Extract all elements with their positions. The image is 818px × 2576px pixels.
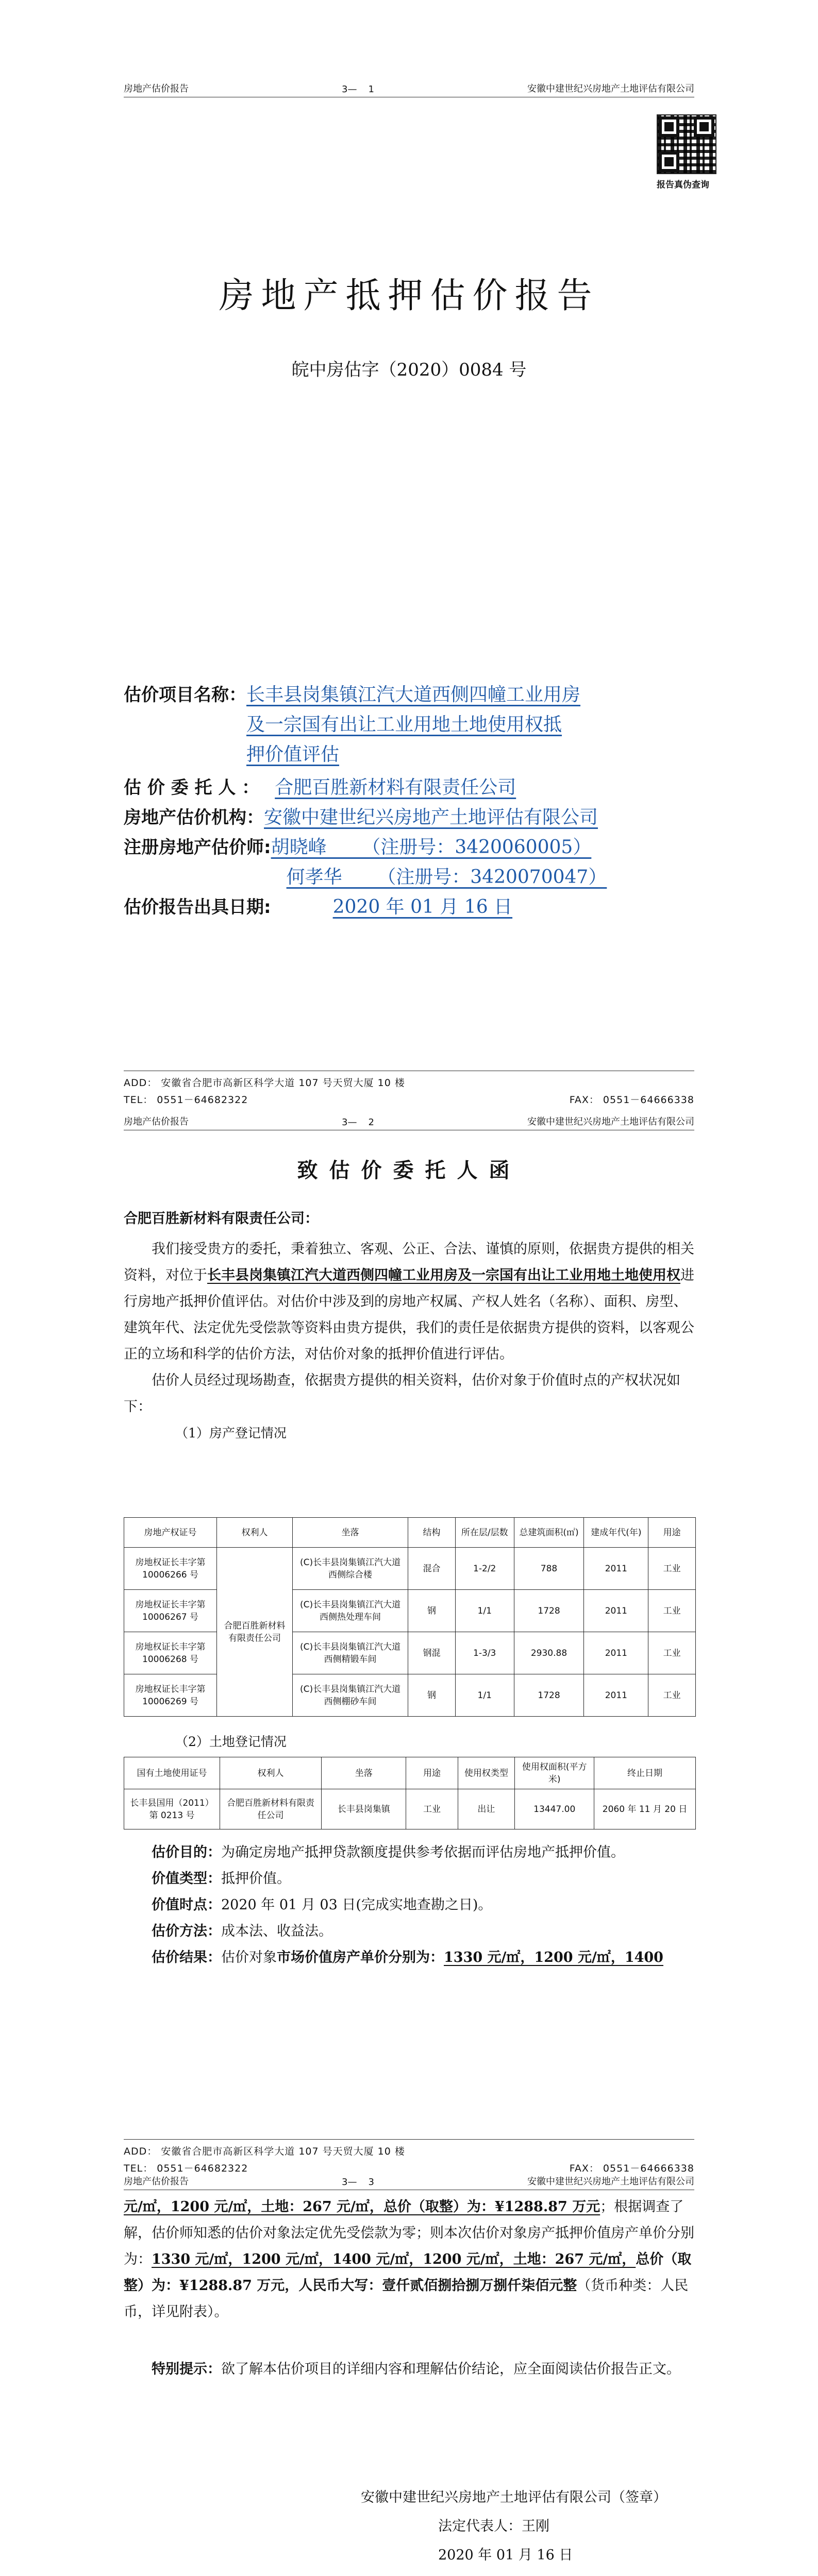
header-right: 安徽中建世纪兴房地产土地评估有限公司 bbox=[527, 1116, 694, 1127]
cell: 1728 bbox=[514, 1590, 584, 1632]
table-header: 总建筑面积(㎡) bbox=[514, 1518, 584, 1548]
label: 估价结果： bbox=[152, 1950, 221, 1965]
value: 2020 年 01 月 03 日(完成实地查勘之日)。 bbox=[221, 1897, 492, 1913]
cell: 2011 bbox=[584, 1590, 648, 1632]
value: 1330 元/㎡，1200 元/㎡，1400 bbox=[444, 1950, 663, 1965]
text: 我们接受贵方的委托，秉着独立、客观、公正、合法、谨慎的原则，依据贵方提供的相关资料，对位于 bbox=[124, 1241, 694, 1283]
table-header: 房地产权证号 bbox=[124, 1518, 217, 1548]
table-header: 权利人 bbox=[217, 1518, 293, 1548]
footer-fax: FAX： 0551－64666338 bbox=[569, 1094, 694, 1106]
cell: (C)长丰县岗集镇江汽大道西侧棚砂车间 bbox=[292, 1674, 408, 1717]
cell: 工业 bbox=[648, 1632, 696, 1674]
paragraph bbox=[124, 1236, 696, 1367]
cell: 1728 bbox=[514, 1674, 584, 1717]
value: 欲了解本估价项目的详细内容和理解估价结论，应全面阅读估价报告正文。 bbox=[221, 2361, 680, 2377]
table-row bbox=[124, 1590, 696, 1632]
table-header: 用途 bbox=[406, 1757, 458, 1789]
land-table bbox=[124, 1757, 696, 1829]
text: 进行房地产抵押价值评估。对估价中涉及到的房地产权属、产权人姓名（名称）、面积、房型、建筑年代、法定优先受偿款等资料由贵方提供，我们的责任是依据贵方提供的资料，以客观公正的立场和科学的估价方法，对估价对象的抵押价值进行评估。 bbox=[124, 1267, 694, 1362]
page-footer bbox=[124, 1071, 694, 1106]
cell: 1-2/2 bbox=[455, 1548, 514, 1590]
addressee: 合肥百胜新材料有限责任公司： bbox=[124, 1211, 319, 1227]
cell: 出让 bbox=[458, 1789, 515, 1829]
appraiser-1: 胡晓峰 （注册号：3420060005） bbox=[271, 837, 592, 858]
text: ；根据调查了解，估价师知悉的估价对象法定优先受偿款为零；则本次估价对象房产抵押价值房产单价分别为： bbox=[124, 2199, 694, 2267]
signature-block bbox=[361, 2483, 667, 2570]
table-row bbox=[124, 1632, 696, 1674]
client-label: 估 价 委 托 人 ： bbox=[124, 777, 260, 798]
cell: 2011 bbox=[584, 1632, 648, 1674]
table-row bbox=[124, 1548, 696, 1590]
table-header: 建成年代(年) bbox=[584, 1518, 648, 1548]
cell: 长丰县岗集镇 bbox=[321, 1789, 406, 1829]
footer-address: ADD： 安徽省合肥市高新区科学大道 107 号天贸大厦 10 楼 bbox=[124, 2146, 405, 2157]
cover-info bbox=[124, 680, 696, 922]
cell: 2011 bbox=[584, 1674, 648, 1717]
label: 估价方法： bbox=[152, 1923, 221, 1939]
paragraph bbox=[124, 2194, 696, 2325]
header-left: 房地产估价报告 bbox=[124, 1116, 189, 1127]
report-title: 房地产抵押估价报告 bbox=[219, 276, 599, 316]
cell: 合肥百胜新材料有限责任公司 bbox=[220, 1789, 322, 1829]
cell: 钢 bbox=[408, 1674, 456, 1717]
table-header: 使用权面积(平方米) bbox=[515, 1757, 594, 1789]
property-name: 长丰县岗集镇江汽大道西侧四幢工业用房及一宗国有出让工业用地土地使用权 bbox=[207, 1267, 680, 1283]
page-header bbox=[124, 2170, 694, 2190]
appraiser-label: 注册房地产估价师: bbox=[124, 837, 271, 858]
purpose-line bbox=[124, 1839, 696, 1866]
cell: 1-3/3 bbox=[455, 1632, 514, 1674]
page-header bbox=[124, 77, 694, 97]
header-right: 安徽中建世纪兴房地产土地评估有限公司 bbox=[527, 2176, 694, 2187]
table-header: 国有土地使用证号 bbox=[124, 1757, 220, 1789]
report-number: 皖中房估字（2020）0084 号 bbox=[291, 360, 527, 380]
agency-name: 安徽中建世纪兴房地产土地评估有限公司 bbox=[264, 807, 598, 828]
table-header: 用途 bbox=[648, 1518, 696, 1548]
footer-fax: FAX： 0551－64666338 bbox=[569, 2163, 694, 2174]
value: 成本法、收益法。 bbox=[221, 1923, 332, 1939]
note-line bbox=[124, 2356, 696, 2382]
value: 为确定房地产抵押贷款额度提供参考依据而评估房地产抵押价值。 bbox=[221, 1844, 625, 1860]
sign-date: 2020 年 01 月 16 日 bbox=[438, 2547, 573, 2563]
project-name bbox=[246, 680, 580, 770]
client-name: 合肥百胜新材料有限责任公司 bbox=[275, 777, 516, 798]
table-header: 坐落 bbox=[292, 1518, 408, 1548]
time-line bbox=[124, 1892, 696, 1918]
result-continuation bbox=[124, 2194, 696, 2382]
text: （货币种类：人民币，详见附表）。 bbox=[124, 2278, 689, 2320]
agency-label: 房地产估价机构： bbox=[124, 807, 264, 828]
cell: 13447.00 bbox=[515, 1789, 594, 1829]
letter-title: 致估价委托人函 bbox=[297, 1158, 521, 1182]
date-label: 估价报告出具日期: bbox=[124, 897, 271, 918]
type-line bbox=[124, 1866, 696, 1892]
cell: 房地权证长丰字第 10006268 号 bbox=[124, 1632, 217, 1674]
cell: 长丰县国用（2011）第 0213 号 bbox=[124, 1789, 220, 1829]
cell: 钢混 bbox=[408, 1632, 456, 1674]
header-left: 房地产估价报告 bbox=[124, 2176, 189, 2187]
result-line bbox=[124, 1944, 696, 1971]
house-table bbox=[124, 1517, 696, 1717]
table-header: 所在层/层数 bbox=[455, 1518, 514, 1548]
table-header: 坐落 bbox=[321, 1757, 406, 1789]
cell: 工业 bbox=[648, 1548, 696, 1590]
cell: (C)长丰县岗集镇江汽大道西侧精锻车间 bbox=[292, 1632, 408, 1674]
page-number: 2 bbox=[368, 1117, 374, 1128]
project-line: 押价值评估 bbox=[246, 744, 340, 765]
page-number: 1 bbox=[368, 84, 374, 95]
cell: 房地权证长丰字第 10006266 号 bbox=[124, 1548, 217, 1590]
label: 特别提示： bbox=[152, 2361, 221, 2377]
letter-body bbox=[124, 1206, 696, 1446]
project-label: 估价项目名称： bbox=[124, 685, 246, 705]
value: 1330 元/㎡，1200 元/㎡，1400 元/㎡，1200 元/㎡，土地：267 元/㎡， bbox=[152, 2251, 636, 2267]
label: 价值类型： bbox=[152, 1871, 221, 1887]
cell: 工业 bbox=[648, 1674, 696, 1717]
table-header: 使用权类型 bbox=[458, 1757, 515, 1789]
footer-address: ADD： 安徽省合肥市高新区科学大道 107 号天贸大厦 10 楼 bbox=[124, 1077, 405, 1089]
header-left: 房地产估价报告 bbox=[124, 83, 189, 94]
qr-code-icon[interactable] bbox=[657, 114, 716, 174]
page-mark: 3— bbox=[342, 84, 357, 95]
cell: 2060 年 11 月 20 日 bbox=[594, 1789, 696, 1829]
label: 估价目的： bbox=[152, 1844, 221, 1860]
table-row bbox=[124, 1674, 696, 1717]
letter-summary bbox=[124, 1839, 696, 1971]
value: 市场价值房产单价分别为： bbox=[277, 1950, 444, 1965]
appraiser-2: 何孝华 （注册号：3420070047） bbox=[286, 867, 607, 888]
footer-tel: TEL： 0551－64682322 bbox=[124, 1094, 248, 1106]
page-number: 3 bbox=[368, 2177, 374, 2188]
paragraph: 估价人员经过现场勘查，依据贵方提供的相关资料，估价对象于价值时点的产权状况如下： bbox=[124, 1372, 680, 1415]
cell: 钢 bbox=[408, 1590, 456, 1632]
project-line: 长丰县岗集镇江汽大道西侧四幢工业用房 bbox=[246, 684, 581, 705]
cell: 788 bbox=[514, 1548, 584, 1590]
table-header: 权利人 bbox=[220, 1757, 322, 1789]
land-caption: （2）土地登记情况 bbox=[175, 1734, 287, 1749]
method-line bbox=[124, 1918, 696, 1944]
table-row bbox=[124, 1789, 696, 1829]
cell: 2930.88 bbox=[514, 1632, 584, 1674]
sign-company: 安徽中建世纪兴房地产土地评估有限公司（签章） bbox=[361, 2489, 667, 2505]
footer-tel: TEL： 0551－64682322 bbox=[124, 2163, 248, 2174]
owner-cell: 合肥百胜新材料有限责任公司 bbox=[217, 1548, 293, 1717]
cell: 2011 bbox=[584, 1548, 648, 1590]
cell: 1/1 bbox=[455, 1590, 514, 1632]
table-header: 结构 bbox=[408, 1518, 456, 1548]
house-caption: （1）房产登记情况 bbox=[175, 1426, 287, 1440]
value: 估价对象 bbox=[221, 1950, 277, 1965]
cell: (C)长丰县岗集镇江汽大道西侧热处理车间 bbox=[292, 1590, 408, 1632]
cell: 房地权证长丰字第 10006269 号 bbox=[124, 1674, 217, 1717]
page-footer bbox=[124, 2139, 694, 2175]
page-header bbox=[124, 1110, 694, 1130]
cell: 工业 bbox=[406, 1789, 458, 1829]
sign-representative: 法定代表人：王刚 bbox=[438, 2518, 549, 2534]
value: 抵押价值。 bbox=[221, 1871, 291, 1887]
table-header: 终止日期 bbox=[594, 1757, 696, 1789]
cell: 工业 bbox=[648, 1590, 696, 1632]
cell: 房地权证长丰字第 10006267 号 bbox=[124, 1590, 217, 1632]
cell: (C)长丰县岗集镇江汽大道西侧综合楼 bbox=[292, 1548, 408, 1590]
page-mark: 3— bbox=[342, 1117, 357, 1128]
cell: 混合 bbox=[408, 1548, 456, 1590]
value: 元/㎡，1200 元/㎡，土地：267 元/㎡，总价（取整）为：¥1288.87 万元 bbox=[124, 2199, 600, 2215]
qr-caption: 报告真伪查询 bbox=[657, 180, 709, 190]
header-right: 安徽中建世纪兴房地产土地评估有限公司 bbox=[527, 83, 694, 94]
report-date: 2020 年 01 月 16 日 bbox=[332, 896, 513, 918]
page-mark: 3— bbox=[342, 2177, 357, 2188]
value: 总价（取整）为：¥1288.87 万元，人民币大写：壹仟贰佰捌拾捌万捌仟柒佰元整 bbox=[124, 2251, 692, 2294]
cell: 1/1 bbox=[455, 1674, 514, 1717]
label: 价值时点： bbox=[152, 1897, 221, 1913]
project-line: 及一宗国有出让工业用地土地使用权抵 bbox=[246, 714, 562, 735]
